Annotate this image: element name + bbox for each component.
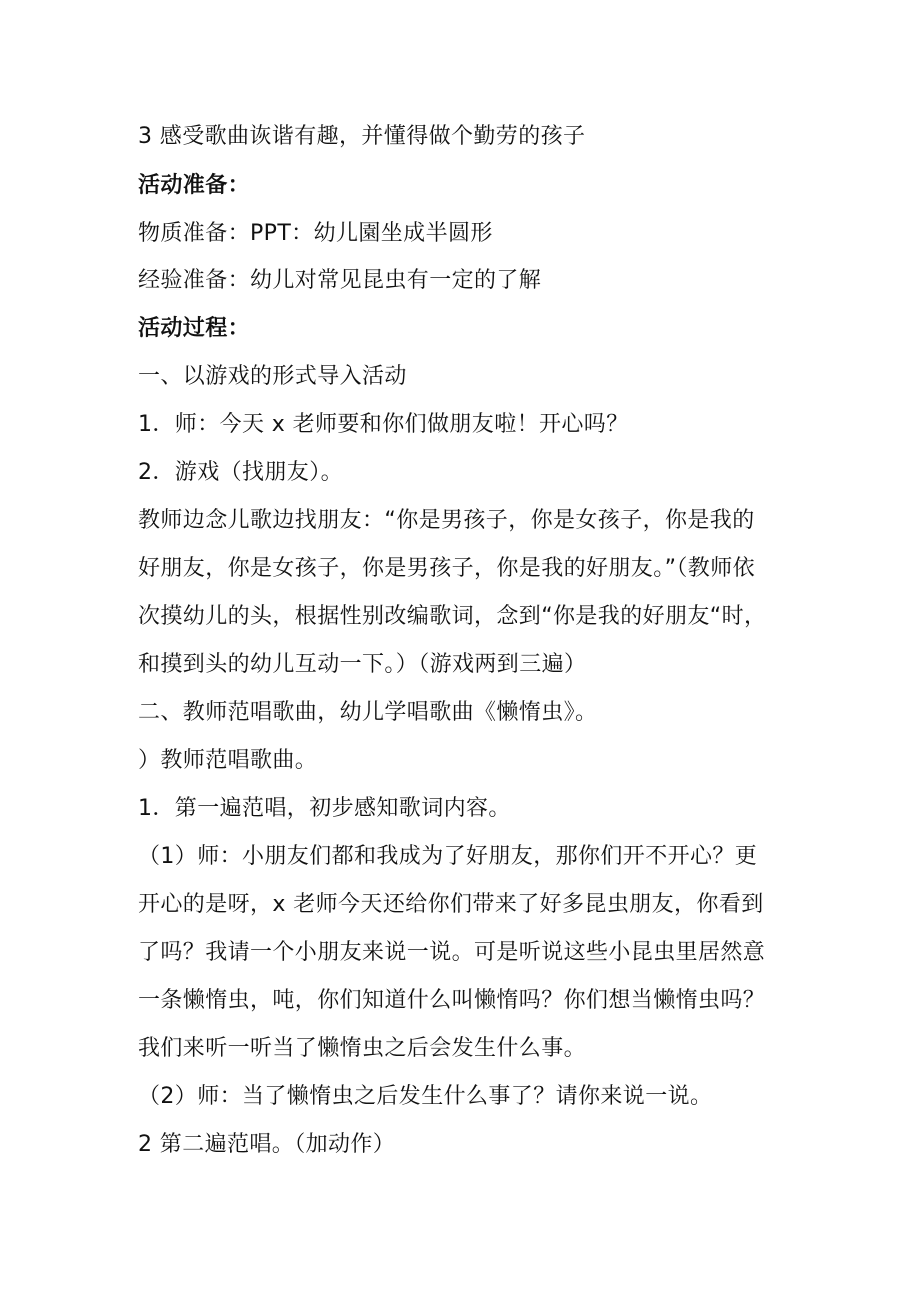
- paragraph-line: （1）师：小朋友们都和我成为了好朋友，那你们开不开心？更: [138, 844, 758, 869]
- paragraph-line: 了吗？我请一个小朋友来说一说。可是听说这些小昆虫里居然意: [138, 940, 766, 965]
- text-line-step-1: 1．师：今天 x 老师要和你们做朋友啦！开心吗？: [138, 412, 629, 437]
- paragraph-line: 我们来听一听当了懒惰虫之后会发生什么事。: [138, 1036, 587, 1061]
- heading-activity-preparation: 活动准备：: [138, 173, 251, 198]
- paragraph-line: 次摸幼儿的头，根据性别改编歌词，念到“你是我的好朋友“时，: [138, 604, 767, 629]
- paragraph-line: 好朋友，你是女孩子，你是男孩子，你是我的好朋友。”（教师依: [138, 556, 755, 581]
- text-line-question-2: （2）师：当了懒惰虫之后发生什么事了？请你来说一说。: [138, 1084, 713, 1109]
- text-line-step-2: 2．游戏（找朋友）。: [138, 460, 343, 485]
- paragraph-line: 开心的是呀，x 老师今天还给你们带来了好多昆虫朋友，你看到: [138, 892, 764, 917]
- text-line-experience-preparation: 经验准备：幼儿对常见昆虫有一定的了解: [138, 268, 542, 293]
- text-line-second-demo: 2 第二遍范唱。（加动作）: [138, 1132, 396, 1157]
- text-line-first-demo: 1．第一遍范唱，初步感知歌词内容。: [138, 796, 511, 821]
- text-line-goal-3: 3 感受歌曲诙谐有趣，并懂得做个勤劳的孩子: [138, 124, 586, 149]
- paragraph-line: 一条懒惰虫，吨，你们知道什么叫懒惰吗？你们想当懒惰虫吗？: [138, 988, 766, 1013]
- heading-activity-process: 活动过程：: [138, 316, 251, 341]
- section-heading-1: 一、以游戏的形式导入活动: [138, 364, 407, 389]
- paragraph-line: 教师边念儿歌边找朋友：“你是男孩子，你是女孩子，你是我的: [138, 508, 755, 533]
- text-line-material-preparation: 物质准备：PPT：幼儿園坐成半圆形: [138, 221, 493, 246]
- section-heading-2: 二、教师范唱歌曲，幼儿学唱歌曲《懒惰虫》。: [138, 700, 598, 725]
- paragraph-line: 和摸到头的幼儿互动一下。）（游戏两到三遍）: [138, 652, 587, 677]
- subsection-heading: ）教师范唱歌曲。: [138, 748, 318, 773]
